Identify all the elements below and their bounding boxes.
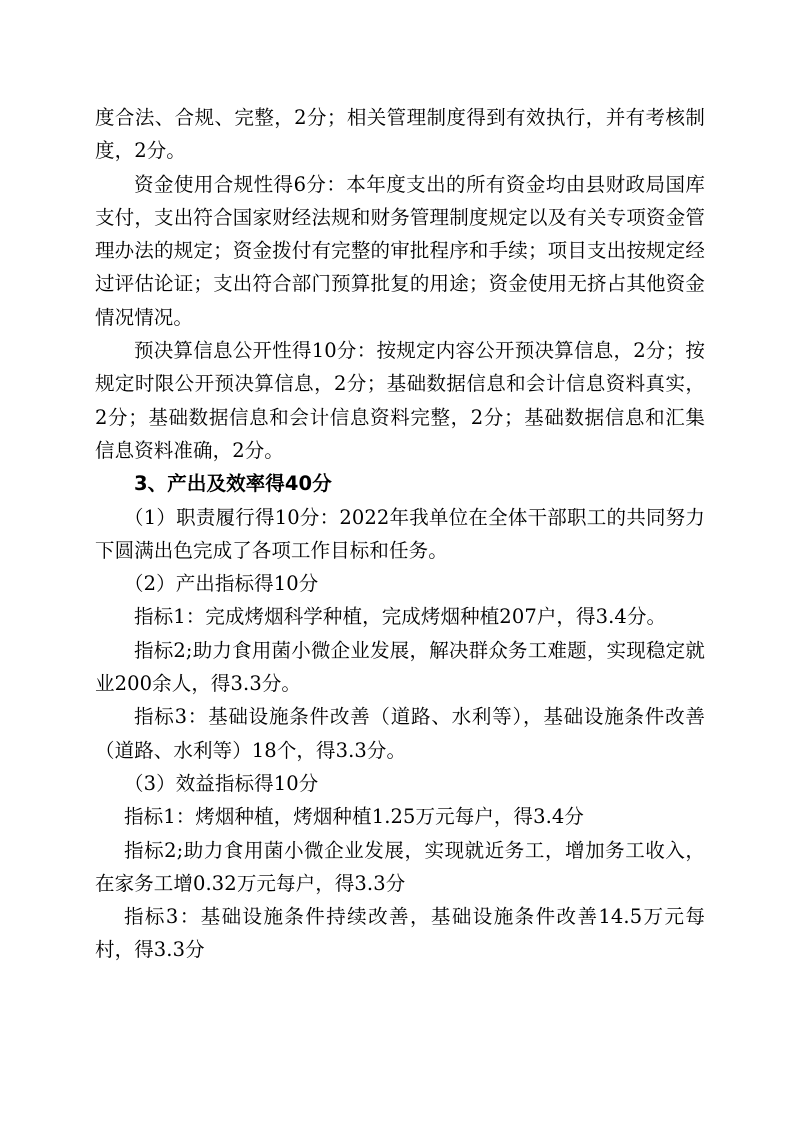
paragraph-2: 资金使用合规性得6分：本年度支出的所有资金均由县财政局国库支付，支出符合国家财经法规和财务管理制度规定以及有关专项资金管理办法的规定；资金拨付有完整的审批程序和手续；项目支出按规定经过评估论证；支出符合部门预算批复的用途；资金使用无挤占其他资金情况情况。 (95, 172, 705, 329)
benefit-indicator-1: 指标1：烤烟种植，烤烟种植1.25万元每户，得3.4分 (124, 805, 585, 829)
output-indicator-3: 指标3：基础设施条件改善（道路、水利等），基础设施条件改善（道路、水利等）18个，得3.3分。 (95, 705, 705, 762)
benefit-indicator-2: 指标2;助力食用菌小微企业发展，实现就近务工，增加务工收入，在家务工增0.32万元每户，得3.3分 (95, 838, 705, 895)
document-body (95, 101, 705, 967)
paragraph-3: 预决算信息公开性得10分：按规定内容公开预决算信息，2分；按规定时限公开预决算信息，2分；基础数据信息和会计信息资料真实，2分；基础数据信息和会计信息资料完整，2分；基础数据信息和汇集信息资料准确，2分。 (95, 339, 705, 462)
output-indicator-2: 指标2;助力食用菌小微企业发展，解决群众务工难题，实现稳定就业200余人，得3.3分。 (95, 638, 705, 696)
section-heading: 3、产出及效率得40分 (134, 472, 332, 496)
benefit-indicator-3: 指标3：基础设施条件持续改善，基础设施条件改善14.5万元每村，得3.3分 (95, 905, 705, 962)
paragraph-4: （1）职责履行得10分：2022年我单位在全体干部职工的共同努力下圆满出色完成了各项工作目标和任务。 (95, 505, 705, 562)
subheading-output: （2）产出指标得10分 (124, 572, 319, 596)
output-indicator-1: 指标1：完成烤烟科学种植，完成烤烟种植207户，得3.4分。 (134, 605, 667, 629)
paragraph-1: 度合法、合规、完整，2分；相关管理制度得到有效执行，并有考核制度，2分。 (95, 106, 705, 163)
subheading-benefit: （3）效益指标得10分 (124, 771, 319, 795)
